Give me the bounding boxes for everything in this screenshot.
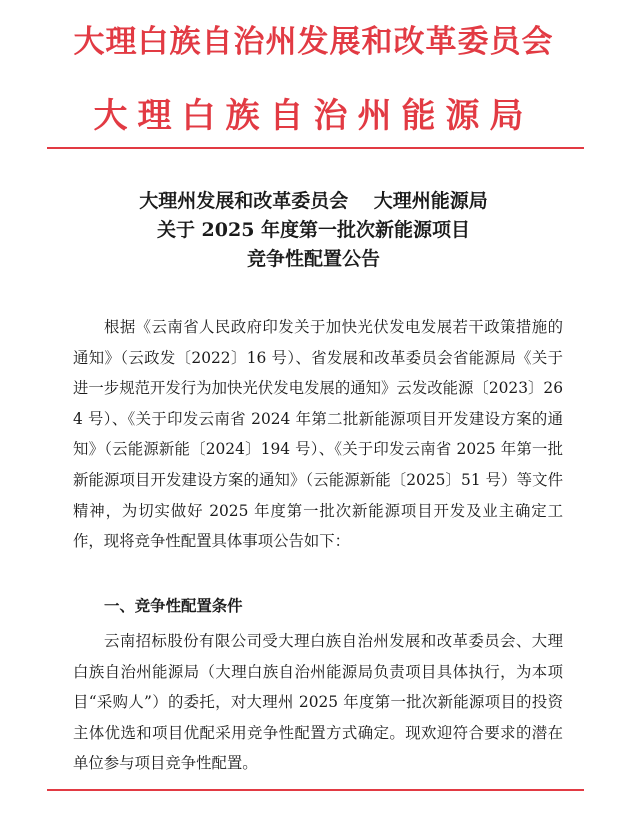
- letterhead-red-rule: [47, 147, 584, 149]
- letterhead-line-1: 大理白族自治州发展和改革委员会: [73, 24, 554, 60]
- body-paragraph-1: 根据《云南省人民政府印发关于加快光伏发电发展若干政策措施的通知》（云政发〔2022〕16 号）、省发展和改革委员会省能源局《关于进一步规范开发行为加快光伏发电发展的通知》云发改能源〔2023〕264 号）、《关于印发云南省 2024 年第二批新能源项目开发建设方案的通知》（云能源新能〔2024〕194 号）、《关于印发云南省 2025 年第一批新能源项目开发建设方案的通知》（云能源新能〔2025〕51 号）等文件精神，为切实做好 2025 年度第一批次新能源项目开发及业主确定工作，现将竞争性配置具体事项公告如下：: [73, 318, 563, 551]
- document-title-line-1: 大理州发展和改革委员会 大理州能源局: [139, 190, 488, 212]
- body-paragraph-2: 云南招标股份有限公司受大理白族自治州发展和改革委员会、大理白族自治州能源局（大理白族自治州能源局负责项目具体执行，为本项目“采购人”）的委托，对大理州 2025 年度第一批次新能源项目的投资主体优选和项目优配采用竞争性配置方式确定。现欢迎符合要求的潜在单位参与项目竞争性配置。: [73, 632, 563, 773]
- document-title-line-2: 关于 2025 年度第一批次新能源项目: [156, 219, 471, 241]
- letterhead-line-2: 大理白族自治州能源局: [93, 96, 534, 136]
- footer-red-rule: [47, 789, 584, 791]
- section-heading-1: 一、竞争性配置条件: [104, 597, 243, 615]
- document-title-line-3: 竞争性配置公告: [246, 248, 380, 270]
